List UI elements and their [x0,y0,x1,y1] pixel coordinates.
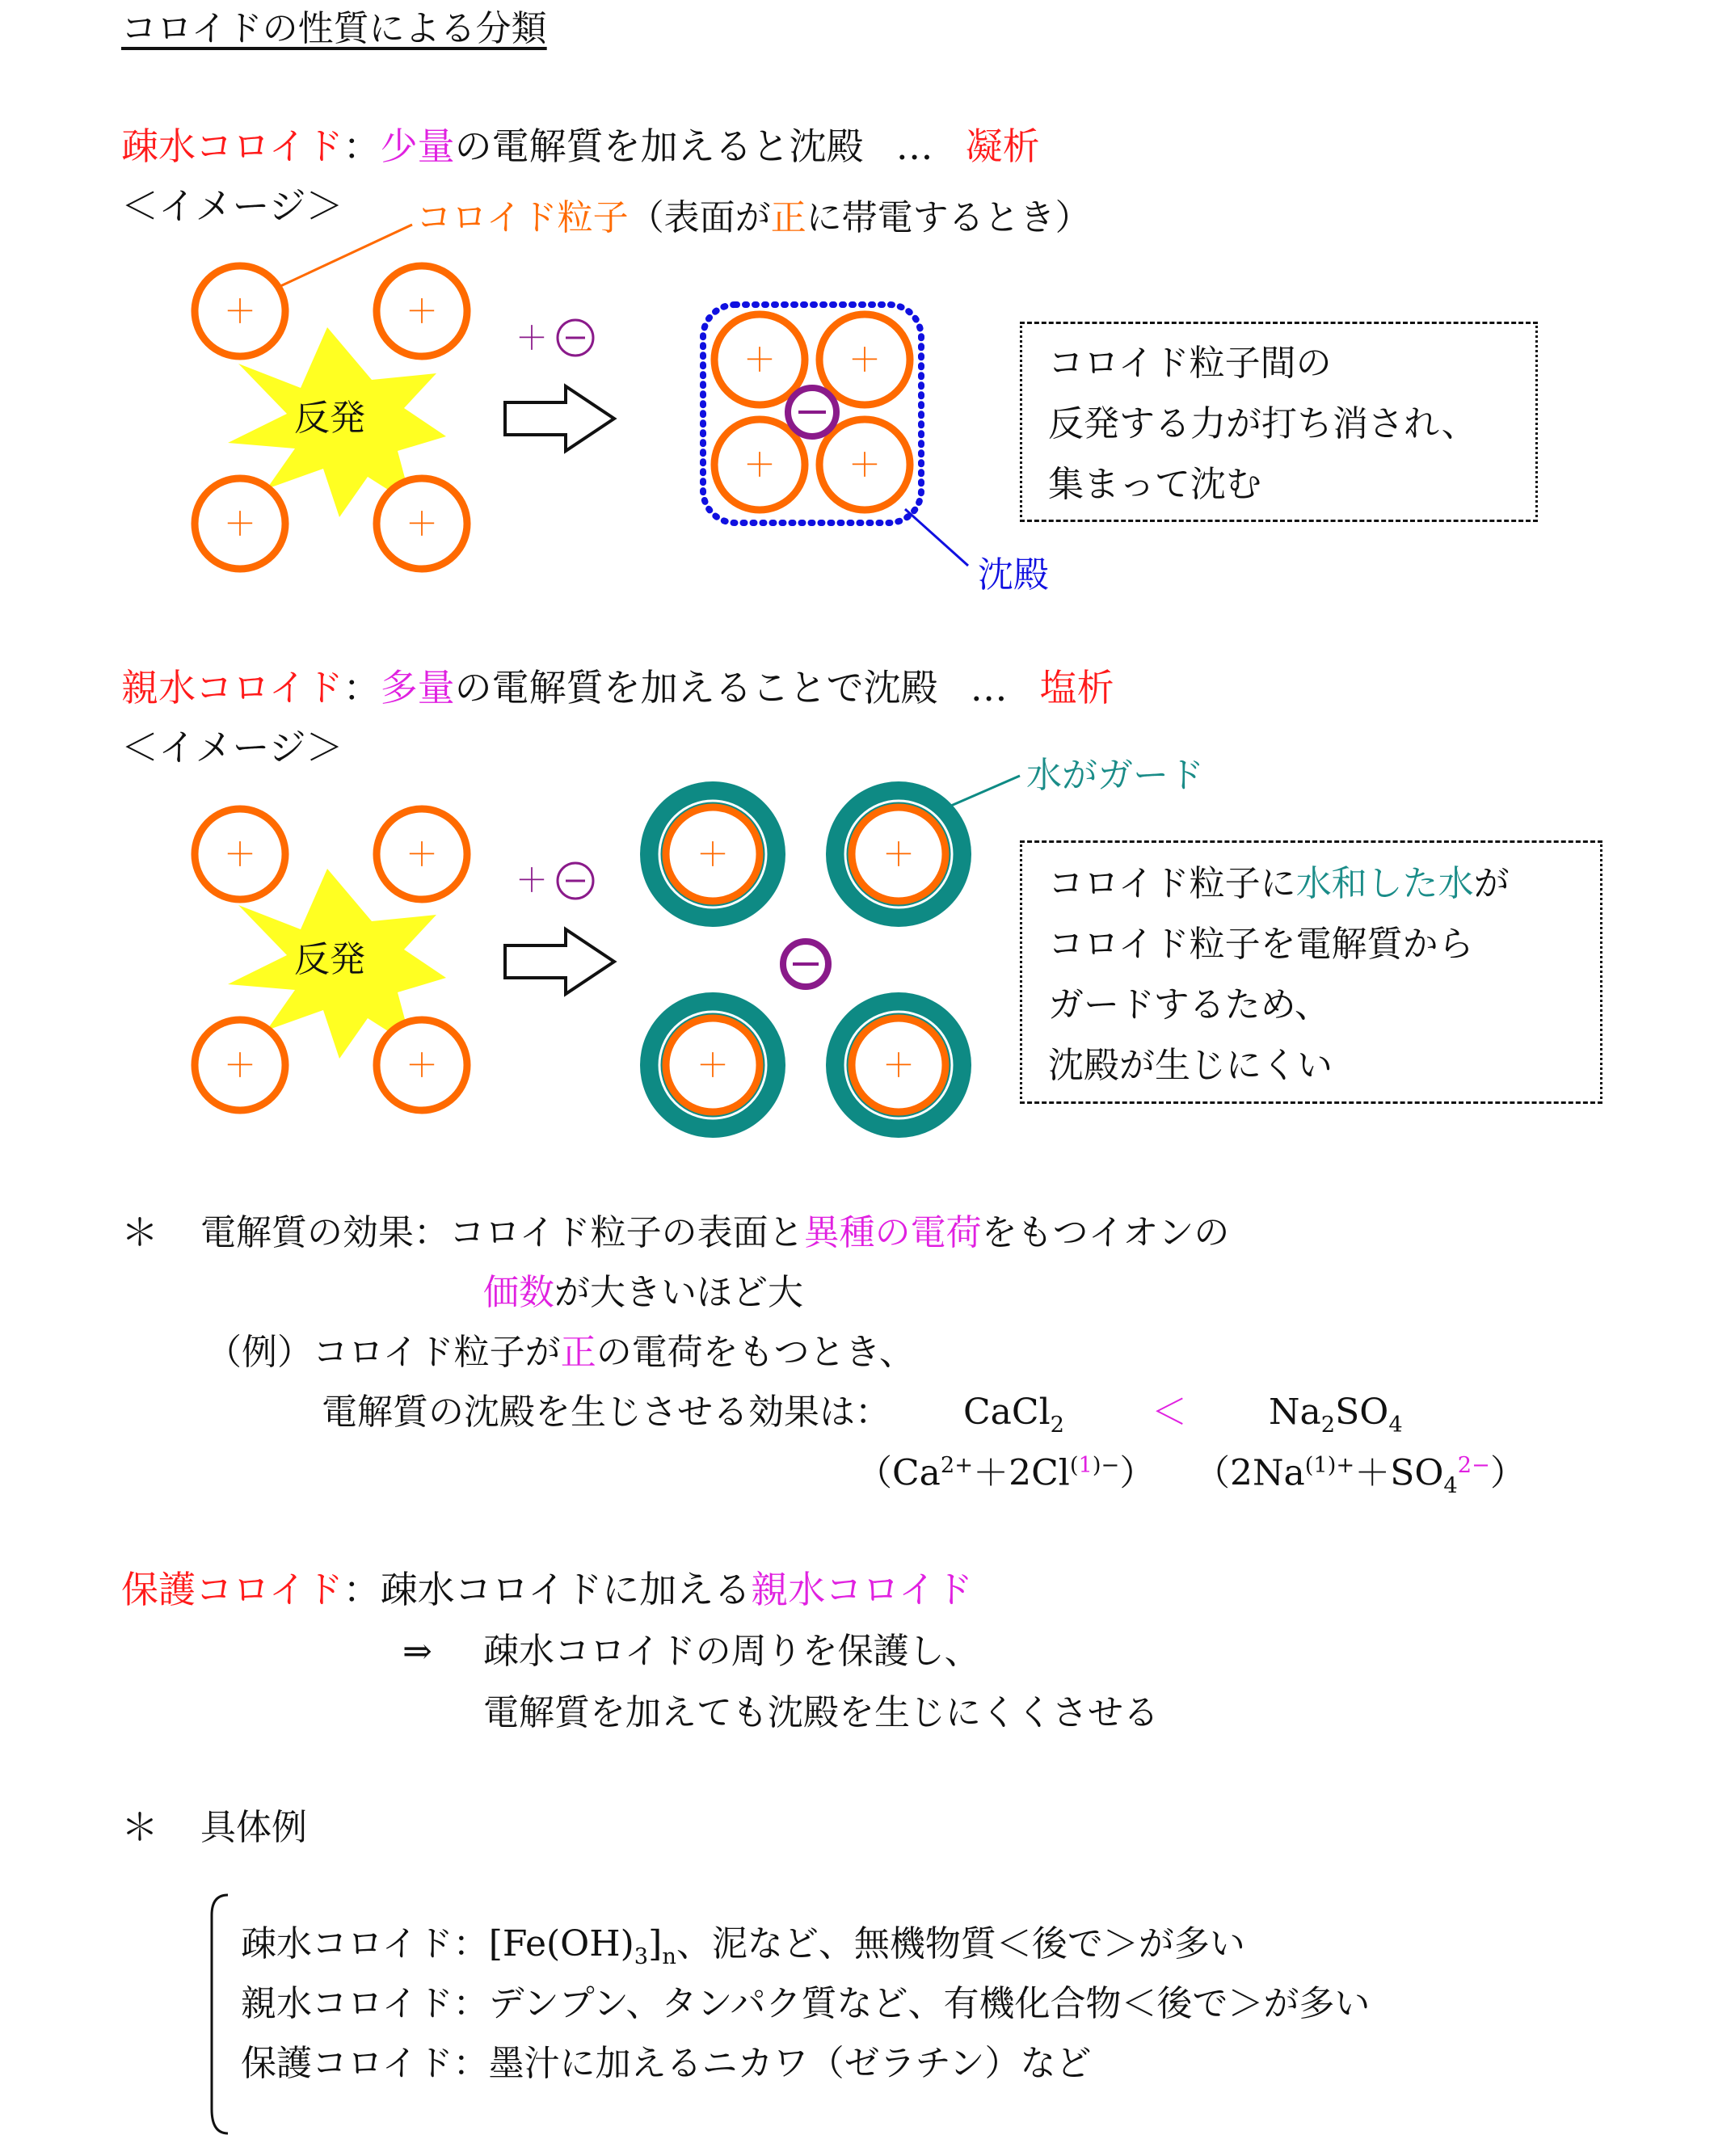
examples-star: ＊ [121,1805,158,1849]
protect-line-2: 疎水コロイドの周りを保護し、 [483,1631,980,1672]
reaction-arrow-icon [505,929,614,994]
sol-image-label: ＜イメージ＞ [121,184,343,228]
plus-sign-icon: ＋ [406,1047,438,1084]
sol-explain-line-2: 反発する力が打ち消され、 [1048,403,1477,444]
effect-line-1 [200,1212,1230,1253]
plus-sign-icon: ＋ [743,342,776,379]
water-guard-pointer [945,776,1020,808]
sol-desc: の電解質を加えると沈殿 [454,124,864,168]
example-tail: の電荷をもつとき、 [596,1332,915,1373]
example-row1-formula-b: ] [648,1923,663,1964]
reaction-arrow-icon [505,386,614,451]
ion2-sub: 4 [1443,1473,1458,1499]
ion2-close: ） [1489,1452,1526,1494]
example-row1-formula-sub2: n [662,1943,676,1969]
gel-explain-line-2: コロイド粒子を電解質から [1048,924,1474,965]
example-row-2: 親水コロイド：デンプン、タンパク質など、有機化合物＜後で＞が多い [241,1983,1371,2024]
na2so4-formula [1269,1392,1403,1438]
plus-sign-icon: ＋ [224,293,256,331]
ion1-sup2b: 1 [1078,1453,1093,1478]
plus-sign-icon: ＋ [406,506,438,543]
plus-sign-icon: ＋ [516,320,548,357]
particle-label: コロイド粒子 [416,197,629,238]
ion2-open: （2Na [1194,1452,1305,1494]
example-row1-formula-sub: 3 [634,1943,649,1969]
na2so4-sub2: 4 [1388,1412,1403,1438]
effect-tail: をもつイオンの [981,1212,1230,1253]
plus-sign-icon: ＋ [406,836,438,874]
effect-head: 電解質の効果：コロイド粒子の表面と [200,1212,804,1253]
page-title: コロイドの性質による分類 [121,8,547,49]
ion1-mid: ＋2Cl [973,1452,1070,1494]
examples-brace [212,1895,228,2133]
na2so4-a: Na [1269,1392,1321,1433]
effect-valence: 価数 [483,1272,554,1313]
example-row1-tail: 、泥など、無機物質＜後で＞が多い [676,1923,1245,1964]
cacl2-sub: 2 [1050,1412,1064,1438]
effect-highlight: 異種の電荷 [803,1212,982,1253]
sol-explain-line-3: 集まって沈む [1048,464,1261,505]
gel-term: 塩析 [1039,666,1114,710]
protect-name: 保護コロイド [121,1568,343,1611]
ion2-mid: ＋SO [1354,1452,1444,1494]
water-guard-label: 水がガード [1026,755,1204,796]
less-than-sign: ＜ [1152,1392,1187,1433]
plus-sign-icon: ＋ [849,447,881,484]
sol-name: 疎水コロイド [121,124,343,168]
gel-dots: … [970,666,1008,710]
gel-explain-1b: 水和した水 [1295,863,1474,904]
repel-label: 反発 [294,398,365,439]
gel-explain-1c: が [1473,863,1510,904]
gel-name: 親水コロイド [121,666,343,710]
na2so4-ions [1194,1452,1526,1499]
implies-arrow-icon: ⇒ [402,1631,432,1672]
gel-explain-line-3: ガードするため、 [1048,984,1330,1025]
ion1-sup: 2+ [940,1453,974,1478]
plus-sign-icon: ＋ [743,447,776,484]
example-row-1 [241,1923,1245,1969]
gel-explain-line-1 [1048,863,1510,904]
ion2-sup: (1)+ [1304,1453,1355,1478]
example-row1-label: 疎水コロイド： [241,1923,489,1964]
plus-sign-icon: ＋ [849,342,881,379]
example-row-3: 保護コロイド：墨汁に加えるニカワ（ゼラチン）など [241,2043,1092,2084]
plus-sign-icon: ＋ [224,836,256,874]
ion1-sup2a: ( [1069,1453,1079,1478]
precipitate-pointer-line [905,509,968,566]
plus-sign-icon: ＋ [697,836,729,874]
protect-line-3: 電解質を加えても沈殿を生じにくくさせる [483,1692,1159,1733]
sol-dots: … [895,124,933,168]
particle-note-close: に帯電するとき） [806,197,1091,238]
protect-highlight: 親水コロイド [751,1568,973,1611]
effect-star: ＊ [121,1211,158,1254]
protect-head: ：疎水コロイドに加える [343,1568,752,1611]
gel-heading [121,666,1114,710]
example-row1-formula-a: [Fe(OH) [488,1923,634,1964]
protect-line-1 [121,1568,973,1611]
particle-note-open: （表面が [628,197,771,238]
plus-sign-icon: ＋ [697,1047,729,1084]
sol-amount: 少量 [380,124,455,168]
example-positive: 正 [560,1332,596,1373]
plus-sign-icon: ＋ [224,1047,256,1084]
cacl2-ions [857,1452,1156,1494]
sol-explain-line-1: コロイド粒子間の [1048,343,1332,384]
examples-title: 具体例 [200,1807,307,1848]
sol-colon: ： [343,124,381,168]
gel-colon: ： [343,666,381,710]
gel-explain-line-4: 沈殿が生じにくい [1048,1045,1333,1086]
gel-explain-1a: コロイド粒子に [1048,863,1296,904]
na2so4-sub1: 2 [1320,1412,1336,1438]
example-head: （例）コロイド粒子が [206,1332,561,1373]
effect-line2-tail: が大きいほど大 [554,1272,803,1313]
repel-label: 反発 [294,939,365,980]
ion1-sup2c: )− [1092,1453,1120,1478]
plus-sign-icon: ＋ [406,293,438,331]
cacl2-main: CaCl [963,1392,1051,1433]
na2so4-b: SO [1335,1392,1389,1433]
effect-example-line-2: 電解質の沈殿を生じさせる効果は： [322,1392,891,1433]
gel-amount: 多量 [380,666,455,710]
sol-term: 凝析 [965,124,1040,168]
plus-sign-icon: ＋ [882,836,915,874]
effect-line-2 [483,1272,803,1313]
effect-example-line-1 [206,1332,915,1373]
ion1-open: （Ca [857,1452,941,1494]
cacl2-formula [963,1392,1064,1438]
precipitate-label: 沈殿 [978,554,1049,596]
ion1-close: ） [1119,1452,1156,1494]
plus-sign-icon: ＋ [516,862,548,899]
ion2-sup2: 2− [1457,1453,1490,1478]
plus-sign-icon: ＋ [224,506,256,543]
gel-desc: の電解質を加えることで沈殿 [454,666,938,710]
particle-note-pos: 正 [770,197,806,238]
gel-image-label: ＜イメージ＞ [121,726,343,769]
plus-sign-icon: ＋ [882,1047,915,1084]
